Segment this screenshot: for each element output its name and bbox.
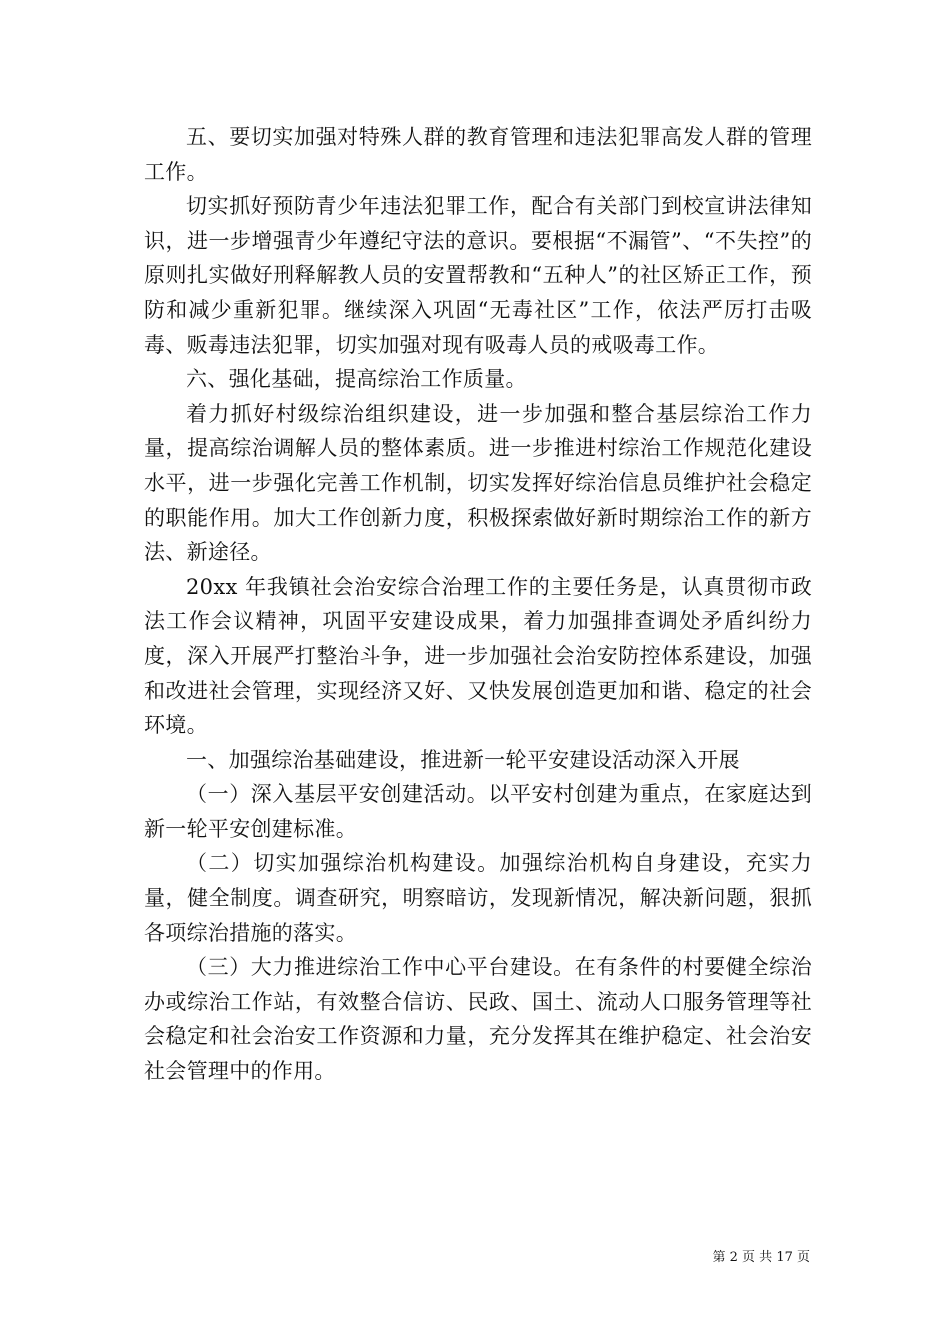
paragraph-section-5-heading: 五、要切实加强对特殊人群的教育管理和违法犯罪高发人群的管理工作。 bbox=[144, 125, 812, 184]
paragraph-section-6-body: 着力抓好村级综治组织建设，进一步加强和整合基层综治工作力量，提高综治调解人员的整体素质。进一步推进村综治工作规范化建设水平，进一步强化完善工作机制，切实发挥好综治信息员维护社会稳定的职能作用。加大工作创新力度，积极探索做好新时期综治工作的新方法、新途径。 bbox=[144, 401, 812, 565]
paragraph-part-1-heading: 一、加强综治基础建设，推进新一轮平安建设活动深入开展 bbox=[186, 747, 740, 772]
paragraph-item-2: （二）切实加强综治机构建设。加强综治机构自身建设，充实力量，健全制度。调查研究，明察暗访，发现新情况，解决新问题，狠抓各项综治措施的落实。 bbox=[144, 851, 812, 945]
paragraph-section-5-body: 切实抓好预防青少年违法犯罪工作，配合有关部门到校宣讲法律知识，进一步增强青少年遵纪守法的意识。要根据“不漏管”、“不失控”的原则扎实做好刑释解教人员的安置帮教和“五种人”的社区矫正工作，预防和减少重新犯罪。继续深入巩固“无毒社区”工作，依法严厉打击吸毒、贩毒违法犯罪，切实加强对现有吸毒人员的戒吸毒工作。 bbox=[144, 194, 812, 357]
page-number-footer: 第 2 页 共 17 页 bbox=[712, 1250, 810, 1265]
paragraph-item-1: （一）深入基层平安创建活动。以平安村创建为重点，在家庭达到新一轮平安创建标准。 bbox=[144, 782, 812, 841]
paragraph-main-tasks: 20xx 年我镇社会治安综合治理工作的主要任务是，认真贯彻市政法工作会议精神，巩固平安建设成果，着力加强排查调处矛盾纠纷力度，深入开展严打整治斗争，进一步加强社会治安防控体系建设，加强和改进社会管理，实现经济又好、又快发展创造更加和谐、稳定的社会环境。 bbox=[144, 574, 812, 738]
paragraph-section-6-heading: 六、强化基础，提高综治工作质量。 bbox=[186, 367, 527, 392]
paragraph-item-3: （三）大力推进综治工作中心平台建设。在有条件的村要健全综治办或综治工作站，有效整合信访、民政、国土、流动人口服务管理等社会稳定和社会治安工作资源和力量，充分发挥其在维护稳定、社会治安社会管理中的作用。 bbox=[144, 955, 812, 1084]
document-body bbox=[144, 120, 812, 1089]
